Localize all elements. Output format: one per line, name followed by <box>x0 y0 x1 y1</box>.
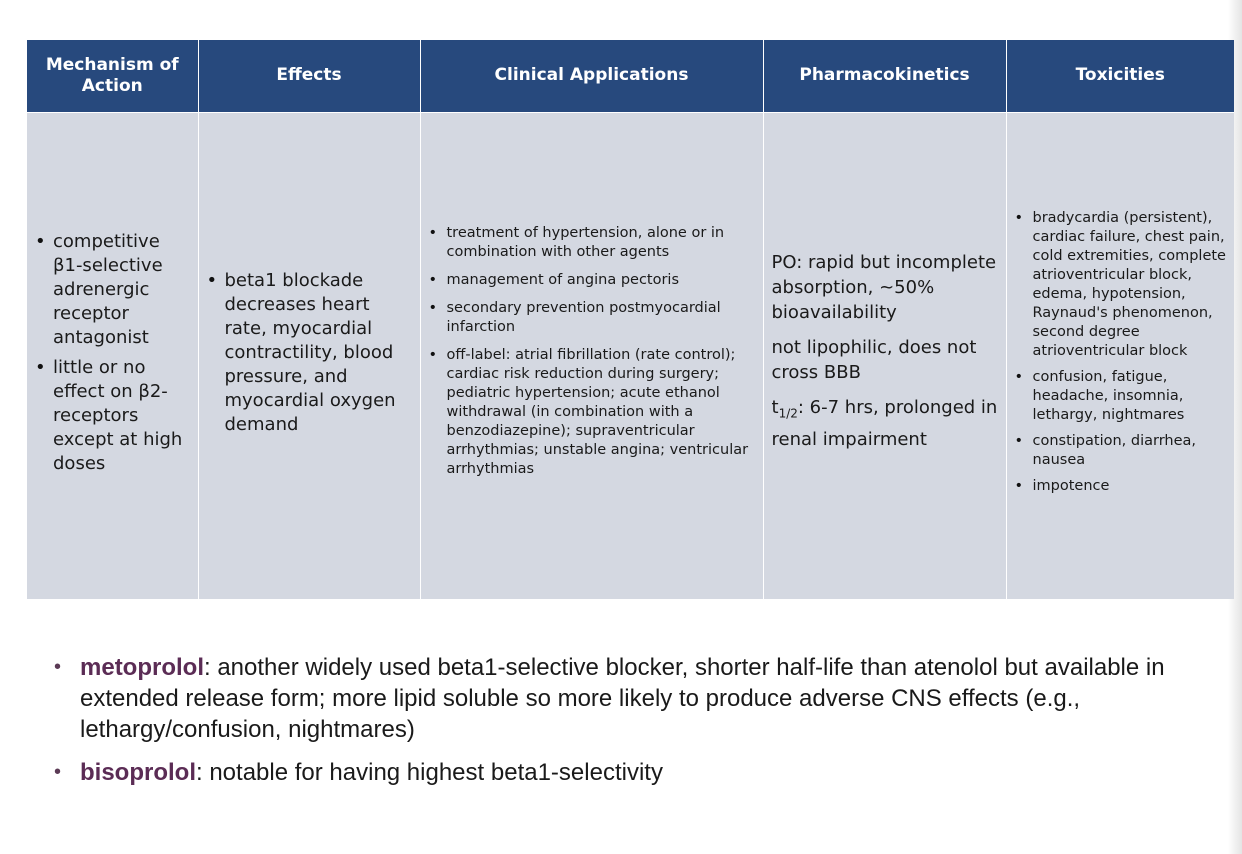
bullet-marker: • <box>54 761 62 783</box>
cell-toxicities <box>1006 113 1234 600</box>
note-text: : another widely used beta1-selective blocker, shorter half-life than atenolol but available in extended release form; more lipid soluble so more likely to produce adverse CNS effects (e.g., lethargy/confusion, nightmares) <box>80 654 1165 743</box>
header-pharmacokinetics: Pharmacokinetics <box>763 40 1006 113</box>
list-item: • management of angina pectoris <box>429 271 757 290</box>
cell-effects <box>198 113 420 600</box>
halflife-value: : 6-7 hrs, prolonged in renal impairment <box>771 397 998 450</box>
notes-list <box>54 652 1210 800</box>
list-item: • competitive β1-selective adrenergic receptor antagonist <box>35 230 192 350</box>
drug-name: metoprolol <box>80 654 204 681</box>
list-item: • constipation, diarrhea, nausea <box>1015 432 1229 470</box>
pharmacokinetics-text <box>772 250 1000 452</box>
drug-summary-table <box>27 40 1234 599</box>
drug-name: bisoprolol <box>80 759 196 786</box>
halflife-symbol: t <box>771 397 779 419</box>
list-item: • confusion, fatigue, headache, insomnia, lethargy, nightmares <box>1015 368 1229 425</box>
header-clinical-applications: Clinical Applications <box>420 40 763 113</box>
list-item: • little or no effect on β2-receptors except at high doses <box>35 356 192 476</box>
header-toxicities: Toxicities <box>1006 40 1234 113</box>
list-item: • treatment of hypertension, alone or in combination with other agents <box>429 224 757 262</box>
note-metoprolol <box>54 652 1210 745</box>
cell-pharmacokinetics <box>763 113 1006 600</box>
toxicities-list <box>1015 209 1229 496</box>
clinical-list <box>429 224 757 479</box>
list-item: • secondary prevention postmyocardial infarction <box>429 299 757 337</box>
cell-mechanism <box>27 113 198 600</box>
table-row <box>27 113 1234 600</box>
header-mechanism: Mechanism of Action <box>27 40 198 113</box>
pk-distribution: not lipophilic, does not cross BBB <box>771 337 977 384</box>
cell-clinical-applications <box>420 113 763 600</box>
halflife-subscript: 1/2 <box>778 406 798 421</box>
mechanism-list <box>35 230 192 476</box>
list-item: • beta1 blockade decreases heart rate, myocardial contractility, blood pressure, and myocardial oxygen demand <box>207 269 414 437</box>
note-bisoprolol <box>54 757 1210 788</box>
list-item: • impotence <box>1015 477 1229 496</box>
bullet-marker: • <box>54 656 62 678</box>
list-item: • off-label: atrial fibrillation (rate control); cardiac risk reduction during surgery; pediatric hypertension; acute ethanol withdrawal (in combination with a benzodiazepine); supraventricular arrhythmias; unstable angina; ventricular arrhythmias <box>429 346 757 479</box>
header-effects: Effects <box>198 40 420 113</box>
list-item: • bradycardia (persistent), cardiac failure, chest pain, cold extremities, complete atrioventricular block, edema, hypotension, Raynaud's phenomenon, second degree atrioventricular block <box>1015 209 1229 361</box>
note-text: : notable for having highest beta1-selectivity <box>196 759 663 786</box>
pk-halflife <box>772 395 1000 452</box>
effects-list <box>207 269 414 437</box>
table-header-row <box>27 40 1234 113</box>
pk-absorption: PO: rapid but incomplete absorption, ~50% bioavailability <box>771 252 997 324</box>
